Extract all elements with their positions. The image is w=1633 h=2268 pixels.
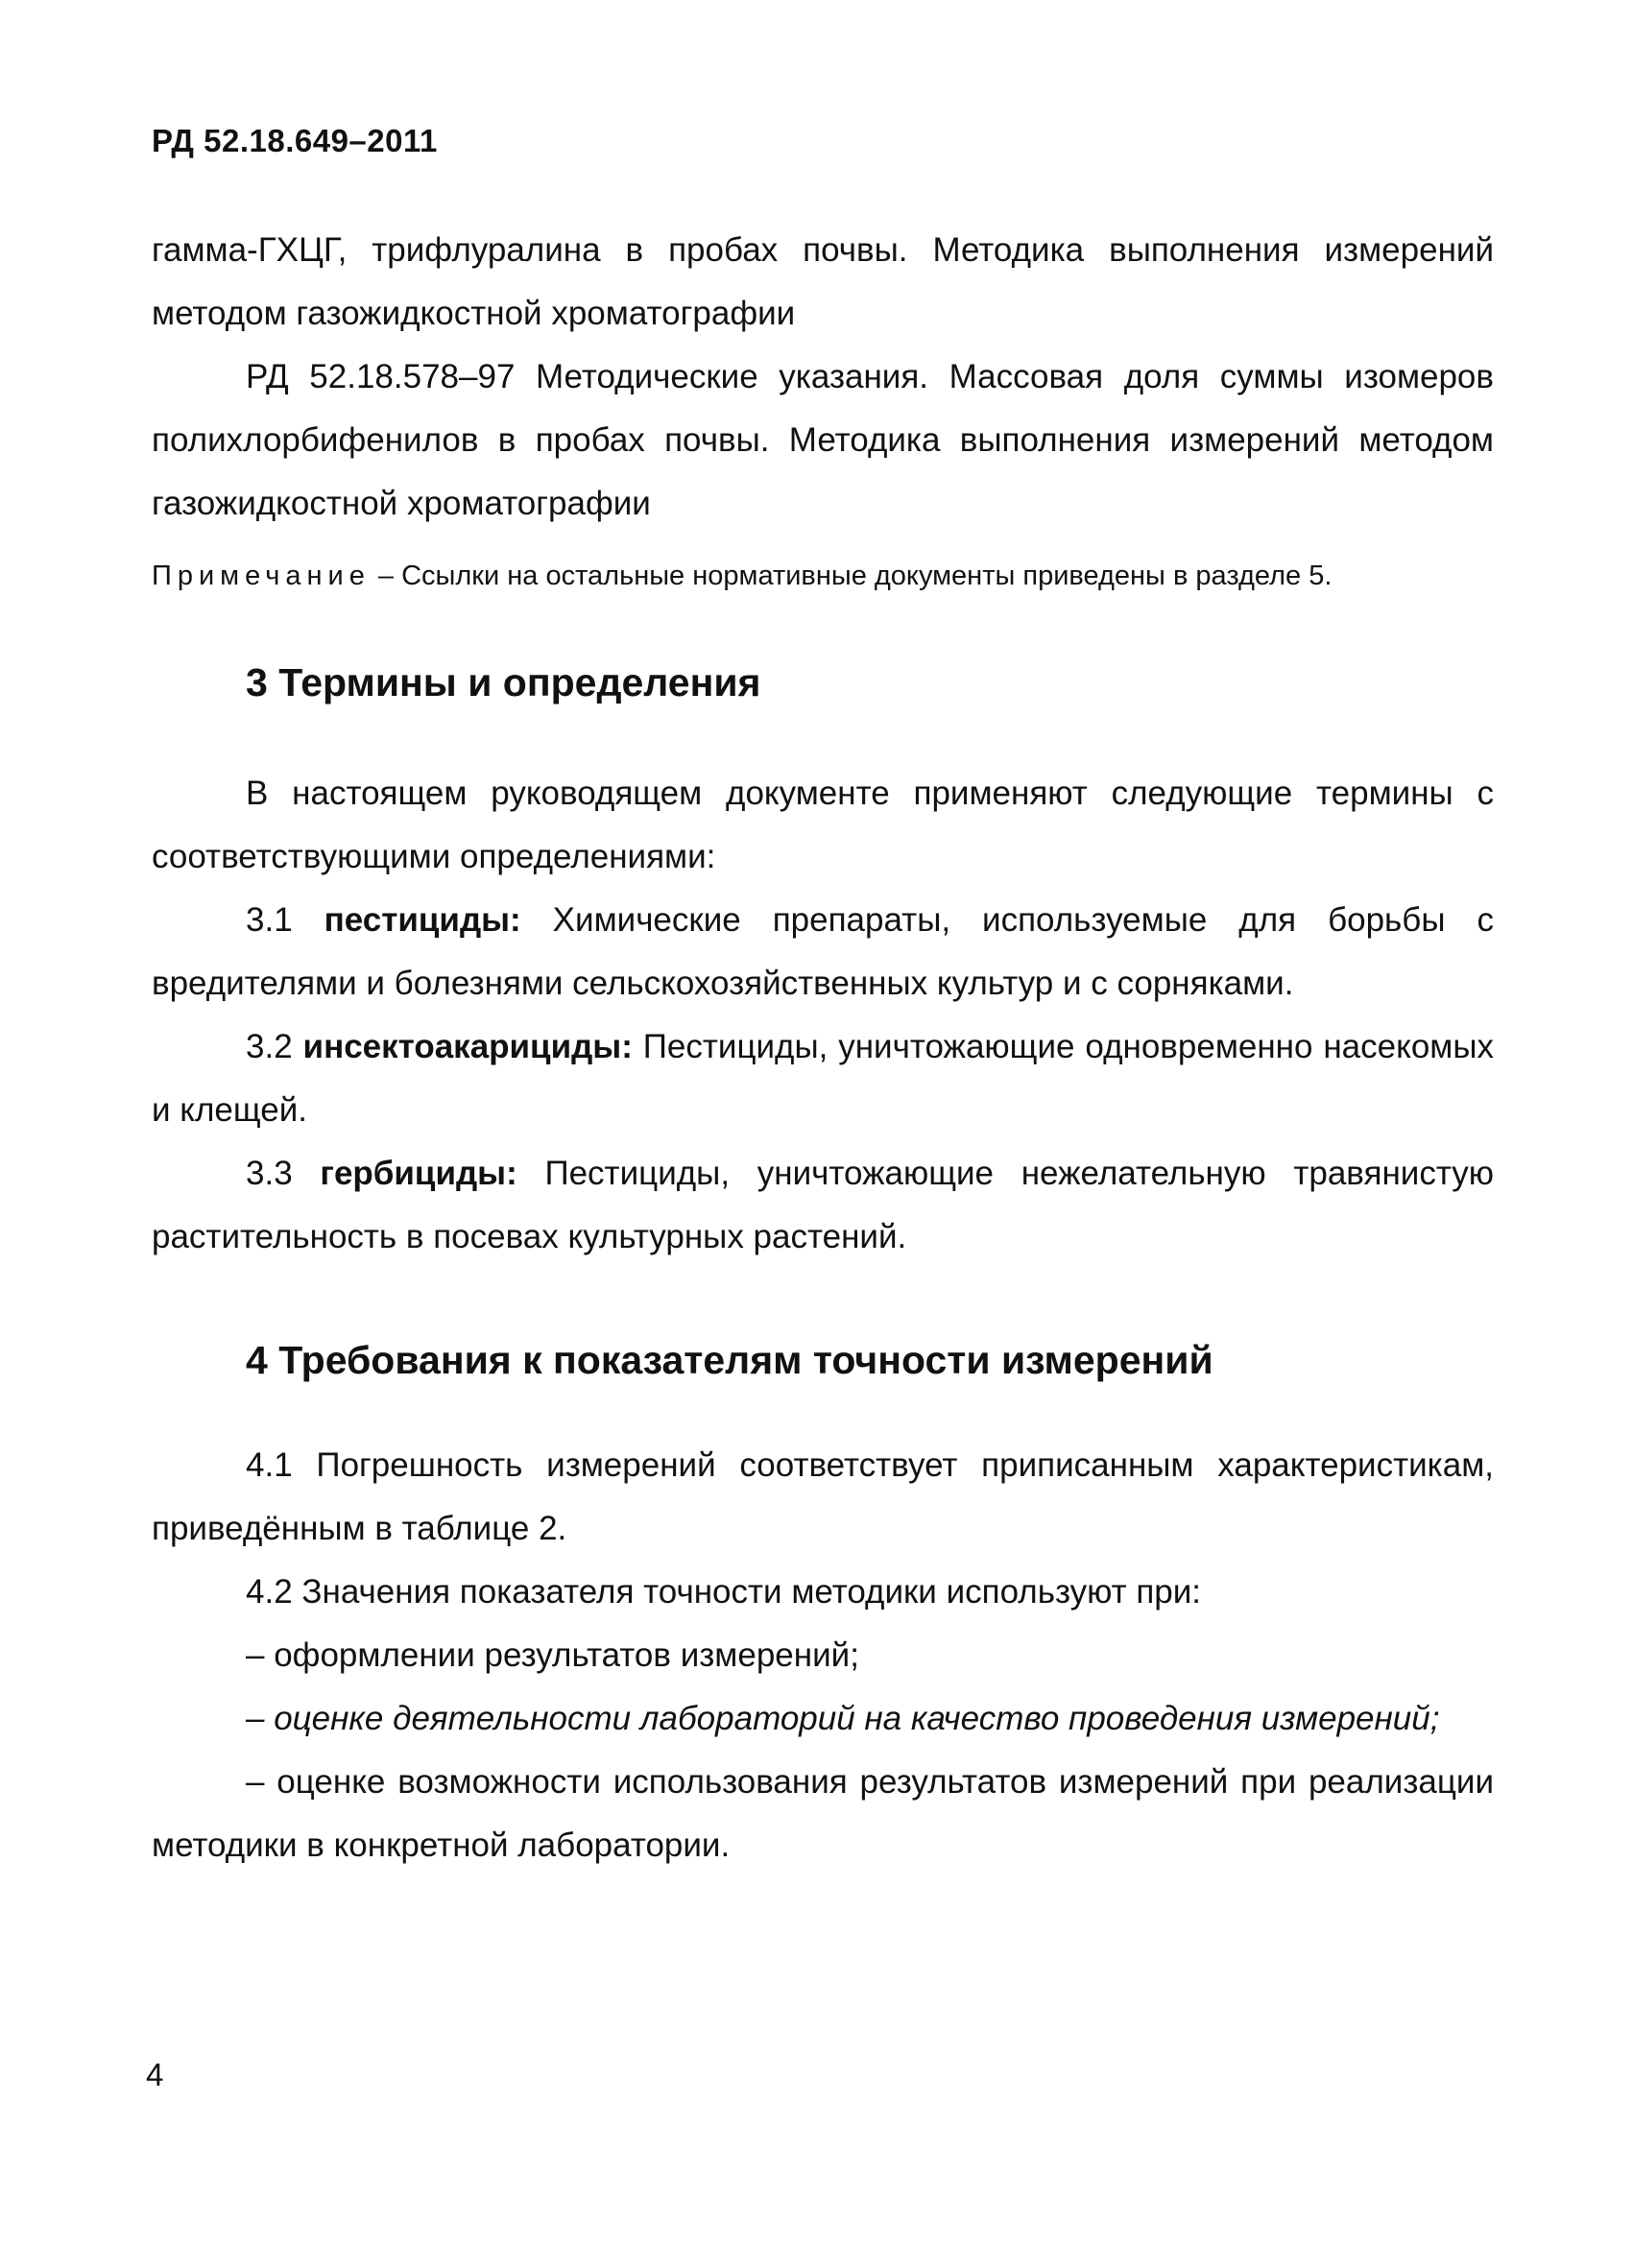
term-number: 3.2 (246, 1028, 303, 1065)
term-text: Пестициды, уничтожающие нежелательную травянистую растительность в посевах культурных растений. (152, 1155, 1495, 1255)
term-name: гербициды: (320, 1155, 517, 1192)
term-definition (152, 1142, 1494, 1269)
term-definition (152, 889, 1494, 1015)
section-4-paragraph-1: 4.1 Погрешность измерений соответствует приписанным характеристикам, приведённым в таблице 2. (152, 1446, 1494, 1547)
term-text: Пестициды, уничтожающие одновременно насекомых и клещей. (152, 1028, 1494, 1129)
note-text: – Ссылки на остальные нормативные документы приведены в разделе 5. (370, 561, 1333, 591)
list-item: – оформлении результатов измерений; (246, 1636, 859, 1674)
term-name: инсектоакарициды: (302, 1028, 633, 1065)
term-name: пестициды: (324, 901, 521, 939)
intro-paragraph-rd-578: РД 52.18.578–97 Методические указания. Массовая доля суммы изомеров полихлорбифенилов в пробах почвы. Методика выполнения измерений методом газожидкостной хроматографии (152, 358, 1494, 522)
section-3-intro: В настоящем руководящем документе применяют следующие термины с соответствующими определениями: (152, 775, 1494, 875)
note-label: Примечание (152, 561, 371, 591)
list-item: – оценке деятельности лабораторий на качество проведения измерений; (246, 1700, 1440, 1737)
list-item: – оценке возможности использования результатов измерений при реализации методики в конкретной лаборатории. (152, 1763, 1494, 1864)
intro-paragraph-continued: гамма-ГХЦГ, трифлуралина в пробах почвы. Методика выполнения измерений методом газожидкостной хроматографии (152, 231, 1494, 332)
section-4-heading: 4 Требования к показателям точности измерений (246, 1338, 1213, 1382)
note (152, 549, 1494, 603)
section-3-heading: 3 Термины и определения (246, 660, 761, 704)
term-number: 3.3 (246, 1155, 321, 1192)
term-definition (152, 1015, 1494, 1142)
document-body (152, 219, 1494, 1877)
document-code-header: РД 52.18.649–2011 (152, 123, 438, 158)
section-4-paragraph-2: 4.2 Значения показателя точности методики используют при: (246, 1573, 1202, 1611)
page-number: 4 (146, 2057, 164, 2092)
term-number: 3.1 (246, 901, 324, 939)
term-text: Химические препараты, используемые для борьбы с вредителями и болезнями сельскохозяйственных культур и с сорняками. (152, 901, 1494, 1002)
